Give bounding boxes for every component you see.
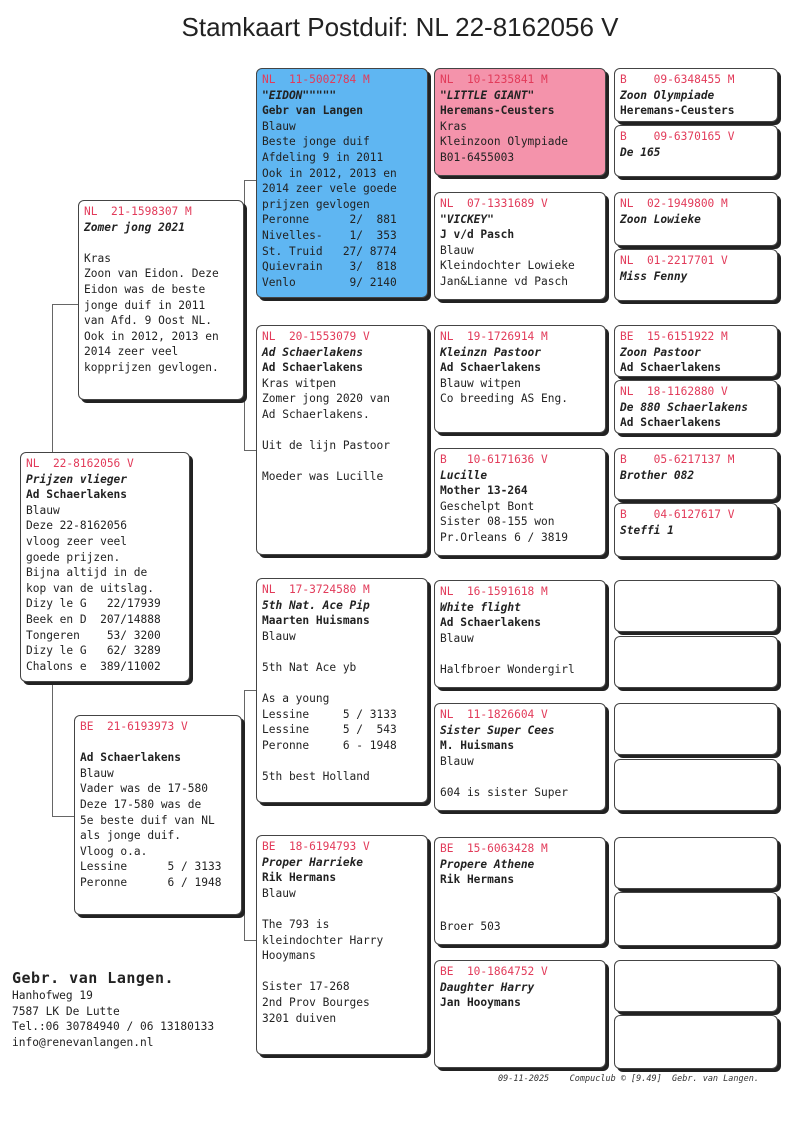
pigeon-name: Prijzen vlieger bbox=[26, 472, 128, 486]
pigeon-card-gen4-16[interactable] bbox=[614, 1015, 778, 1069]
connector-line bbox=[244, 940, 256, 941]
pigeon-detail: Kleinzoon Olympiade bbox=[440, 135, 568, 149]
breeder-name: Gebr van Langen bbox=[262, 104, 364, 118]
pigeon-detail: 5e beste duif van NL bbox=[80, 813, 215, 827]
pigeon-name: Kleinzn Pastoor bbox=[440, 345, 542, 359]
connector-line bbox=[244, 690, 245, 940]
ring-number: BE 15-6151922 M bbox=[620, 330, 728, 343]
connector-line bbox=[606, 345, 607, 407]
pigeon-card-gen4-5[interactable] bbox=[614, 325, 778, 377]
ring-number: NL 10-1235841 M bbox=[440, 73, 548, 86]
pigeon-name: White flight bbox=[440, 600, 521, 614]
pigeon-detail: Jan&Lianne vd Pasch bbox=[440, 274, 568, 288]
pigeon-detail: 5th best Holland bbox=[262, 770, 370, 784]
breeder-name: Mother 13-264 bbox=[440, 484, 528, 498]
pigeon-detail: Kleindochter Lowieke bbox=[440, 259, 575, 273]
pigeon-detail: Blauw bbox=[262, 119, 296, 133]
pigeon-detail: Chalons e 389/11002 bbox=[26, 659, 161, 673]
pigeon-card-gen4-11[interactable] bbox=[614, 703, 778, 755]
pigeon-name: "VICKEY" bbox=[440, 212, 494, 226]
ring-number: B 09-6348455 M bbox=[620, 73, 735, 86]
connector-line bbox=[428, 636, 429, 748]
pigeon-detail bbox=[440, 769, 600, 785]
pigeon-card-gen4-4[interactable] bbox=[614, 249, 778, 301]
pigeon-card-sire-dam-sire[interactable] bbox=[434, 325, 606, 433]
pigeon-name: De 165 bbox=[620, 145, 661, 159]
pigeon-detail bbox=[262, 454, 422, 470]
pigeon-detail: Lessine 5 / 3133 bbox=[262, 707, 397, 721]
pigeon-name: De 880 Schaerlakens bbox=[620, 400, 748, 414]
pigeon-card-gen4-13[interactable] bbox=[614, 837, 778, 889]
pigeon-detail: prijzen gevlogen bbox=[262, 197, 370, 211]
pigeon-detail: Co breeding AS Eng. bbox=[440, 392, 568, 406]
pigeon-name: Steffi 1 bbox=[620, 523, 674, 537]
pigeon-detail: Kras witpen bbox=[262, 376, 337, 390]
pigeon-name: "LITTLE GIANT" bbox=[440, 88, 535, 102]
ring-number: NL 02-1949800 M bbox=[620, 197, 728, 210]
pigeon-detail bbox=[440, 1011, 600, 1027]
pigeon-detail bbox=[262, 423, 422, 439]
pigeon-detail: Peronne 6 / 1948 bbox=[80, 875, 222, 889]
pigeon-detail: B01-6455003 bbox=[440, 150, 515, 164]
breeder-name: Ad Schaerlakens bbox=[26, 488, 128, 502]
pigeon-card-dam[interactable] bbox=[74, 715, 242, 915]
ring-number: NL 18-1162880 V bbox=[620, 385, 728, 398]
pigeon-card-sire-dam-dam[interactable] bbox=[434, 448, 606, 556]
pigeon-detail: Blauw bbox=[440, 754, 474, 768]
pigeon-detail: Dizy le G 62/ 3289 bbox=[26, 644, 161, 658]
ring-number: B 10-6171636 V bbox=[440, 453, 548, 466]
ring-number: NL 19-1726914 M bbox=[440, 330, 548, 343]
breeder-name: Ad Schaerlakens bbox=[440, 361, 542, 375]
pigeon-detail: Ook in 2012, 2013 en bbox=[262, 166, 397, 180]
pigeon-name: Zoon Pastoor bbox=[620, 345, 701, 359]
pigeon-card-gen4-15[interactable] bbox=[614, 960, 778, 1012]
pigeon-detail: Blauw bbox=[262, 629, 296, 643]
pigeon-detail: Blauw bbox=[440, 243, 474, 257]
pigeon-card-gen4-2[interactable] bbox=[614, 125, 778, 177]
connector-line bbox=[606, 605, 607, 667]
pigeon-card-dam-sire[interactable] bbox=[256, 578, 428, 803]
pigeon-detail: Ook in 2012, 2013 en bbox=[84, 329, 219, 343]
pigeon-detail: Broer 503 bbox=[440, 919, 501, 933]
breeder-name: M. Huismans bbox=[440, 739, 515, 753]
pigeon-detail: Deze 22-8162056 bbox=[26, 519, 128, 533]
footer-credit: 09-11-2025 Compuclub © [9.49] Gebr. van Langen. bbox=[498, 1074, 759, 1084]
pigeon-name: Zomer jong 2021 bbox=[84, 220, 186, 234]
pigeon-card-sire-sire[interactable] bbox=[256, 68, 428, 298]
pigeon-detail bbox=[262, 964, 422, 980]
connector-line bbox=[428, 122, 429, 242]
pigeon-detail bbox=[262, 754, 422, 770]
owner-city: 7587 LK De Lutte bbox=[12, 1004, 120, 1018]
owner-email[interactable]: info@renevanlangen.nl bbox=[12, 1035, 154, 1049]
pigeon-detail: Bijna altijd in de bbox=[26, 566, 148, 580]
breeder-name: Ad Schaerlakens bbox=[440, 616, 542, 630]
pigeon-detail bbox=[440, 903, 600, 919]
owner-phone: Tel.:06 30784940 / 06 13180133 bbox=[12, 1020, 215, 1034]
connector-line bbox=[428, 384, 429, 502]
pigeon-detail: Hooymans bbox=[262, 949, 316, 963]
pigeon-detail: Uit de lijn Pastoor bbox=[262, 439, 390, 453]
pigeon-card-gen4-9[interactable] bbox=[614, 580, 778, 632]
pigeon-detail bbox=[262, 644, 422, 660]
pigeon-detail bbox=[440, 1058, 600, 1068]
pigeon-detail: 604 is sister Super bbox=[440, 785, 568, 799]
pigeon-detail bbox=[440, 1042, 600, 1058]
pigeon-detail: goede prijzen. bbox=[26, 550, 121, 564]
pigeon-detail: Deze 17-580 was de bbox=[80, 797, 202, 811]
pigeon-name: 5th Nat. Ace Pip bbox=[262, 598, 370, 612]
ring-number: NL 20-1553079 V bbox=[262, 330, 370, 343]
pigeon-detail: Blauw bbox=[80, 766, 114, 780]
connector-line bbox=[52, 682, 53, 816]
pigeon-name: Lucille bbox=[440, 468, 488, 482]
owner-info bbox=[12, 968, 214, 1050]
breeder-name: Ad Schaerlakens bbox=[620, 416, 722, 430]
connector-line bbox=[244, 180, 256, 181]
pigeon-card-sire-dam[interactable] bbox=[256, 325, 428, 555]
pigeon-card-dam-sire-sire[interactable] bbox=[434, 580, 606, 688]
pigeon-card-dam-dam-dam[interactable] bbox=[434, 960, 606, 1068]
pigeon-detail: Geschelpt Bont bbox=[440, 499, 535, 513]
ring-number: B 04-6127617 V bbox=[620, 508, 735, 521]
pigeon-detail: jonge duif in 2011 bbox=[84, 298, 206, 312]
pigeon-name: Propere Athene bbox=[440, 857, 535, 871]
ring-number: NL 07-1331689 V bbox=[440, 197, 548, 210]
pigeon-detail: Ad Schaerlakens. bbox=[262, 407, 370, 421]
pigeon-detail: Halfbroer Wondergirl bbox=[440, 662, 575, 676]
pigeon-detail: Lessine 5 / 3133 bbox=[80, 860, 222, 874]
pigeon-card-dam-dam-sire[interactable] bbox=[434, 837, 606, 945]
connector-line bbox=[606, 92, 607, 152]
pigeon-detail: Vader was de 17-580 bbox=[80, 782, 208, 796]
breeder-name: Rik Hermans bbox=[262, 871, 337, 885]
ring-number: BE 15-6063428 M bbox=[440, 842, 548, 855]
pigeon-card-gen4-10[interactable] bbox=[614, 636, 778, 688]
pigeon-name: Ad Schaerlakens bbox=[262, 345, 364, 359]
pigeon-detail: Nivelles- 1/ 353 bbox=[262, 228, 397, 242]
connector-line bbox=[52, 304, 80, 305]
pigeon-name: Zoon Lowieke bbox=[620, 212, 701, 226]
breeder-name: J v/d Pasch bbox=[440, 228, 515, 242]
connector-line bbox=[606, 855, 607, 917]
pigeon-detail: As a young bbox=[262, 692, 330, 706]
breeder-name: Ad Schaerlakens bbox=[620, 361, 722, 375]
pigeon-card-sire-sire-sire[interactable] bbox=[434, 68, 606, 176]
pigeon-detail: Blauw witpen bbox=[440, 376, 521, 390]
ring-number: NL 01-2217701 V bbox=[620, 254, 728, 267]
pigeon-detail: 2014 zeer vele goede bbox=[262, 182, 397, 196]
pigeon-detail: Blauw bbox=[440, 631, 474, 645]
pigeon-detail: Dizy le G 22/17939 bbox=[26, 597, 161, 611]
pigeon-detail: Beste jonge duif bbox=[262, 135, 370, 149]
breeder-name: Ad Schaerlakens bbox=[80, 751, 182, 765]
pigeon-detail: Moeder was Lucille bbox=[262, 470, 384, 484]
pigeon-card-gen4-14[interactable] bbox=[614, 892, 778, 946]
pigeon-detail: The 793 is bbox=[262, 917, 330, 931]
pigeon-detail: van Afd. 9 Oost NL. bbox=[84, 314, 212, 328]
pigeon-detail: Venlo 9/ 2140 bbox=[262, 275, 397, 289]
owner-address: Hanhofweg 19 bbox=[12, 989, 93, 1002]
pigeon-detail: Peronne 6 - 1948 bbox=[262, 738, 397, 752]
pigeon-name: Sister Super Cees bbox=[440, 723, 555, 737]
pigeon-card-gen4-3[interactable] bbox=[614, 192, 778, 246]
breeder-name bbox=[84, 235, 238, 251]
ring-number: BE 18-6194793 V bbox=[262, 840, 370, 853]
pigeon-card-gen4-7[interactable] bbox=[614, 448, 778, 500]
pigeon-detail: Lessine 5 / 543 bbox=[262, 723, 397, 737]
ring-number: NL 21-1598307 M bbox=[84, 205, 192, 218]
pigeon-name: Zoon Olympiade bbox=[620, 88, 715, 102]
pigeon-detail bbox=[440, 1026, 600, 1042]
pigeon-detail: Blauw bbox=[262, 886, 296, 900]
pigeon-card-sire[interactable] bbox=[78, 200, 244, 400]
pigeon-detail: 5th Nat Ace yb bbox=[262, 660, 357, 674]
pigeon-name: Proper Harrieke bbox=[262, 855, 364, 869]
connector-line bbox=[244, 180, 245, 450]
ring-number: BE 10-1864752 V bbox=[440, 965, 548, 978]
connector-line bbox=[52, 816, 76, 817]
pigeon-detail: Sister 17-268 bbox=[262, 980, 350, 994]
breeder-name: Jan Hooymans bbox=[440, 996, 521, 1010]
pigeon-name: Miss Fenny bbox=[620, 269, 688, 283]
pigeon-detail: als jonge duif. bbox=[80, 829, 182, 843]
ring-number: NL 17-3724580 M bbox=[262, 583, 370, 596]
pigeon-detail: Kras bbox=[84, 251, 111, 265]
pigeon-detail: Zomer jong 2020 van bbox=[262, 392, 390, 406]
pigeon-detail: Peronne 2/ 881 bbox=[262, 213, 397, 227]
pigeon-name: Brother 082 bbox=[620, 468, 695, 482]
pigeon-detail: 3201 duiven bbox=[262, 1011, 337, 1025]
pigeon-detail: Zoon van Eidon. Deze bbox=[84, 267, 219, 281]
pigeon-name: "EIDON""""" bbox=[262, 88, 337, 102]
ring-number: NL 22-8162056 V bbox=[26, 457, 134, 470]
pigeon-detail bbox=[262, 901, 422, 917]
page-title: Stamkaart Postduif: NL 22-8162056 V bbox=[181, 12, 619, 42]
connector-line bbox=[606, 470, 607, 534]
breeder-name: Maarten Huismans bbox=[262, 614, 370, 628]
ring-number: NL 16-1591618 M bbox=[440, 585, 548, 598]
pigeon-detail: St. Truid 27/ 8774 bbox=[262, 244, 397, 258]
pigeon-card-sire-sire-dam[interactable] bbox=[434, 192, 606, 300]
pigeon-detail: kopprijzen gevlogen. bbox=[84, 360, 219, 374]
owner-name: Gebr. van Langen. bbox=[12, 969, 175, 987]
pigeon-detail: Eidon was de beste bbox=[84, 282, 206, 296]
pigeon-detail: kleindochter Harry bbox=[262, 933, 384, 947]
pigeon-detail: Pr.Orleans 6 / 3819 bbox=[440, 530, 568, 544]
pigeon-card-gen4-6[interactable] bbox=[614, 380, 778, 434]
connector-line bbox=[428, 884, 429, 1010]
ring-number: NL 11-5002784 M bbox=[262, 73, 370, 86]
pigeon-detail: Beek en D 207/14888 bbox=[26, 612, 161, 626]
connector-line bbox=[52, 304, 53, 454]
pigeon-detail: Kras bbox=[440, 119, 467, 133]
pigeon-detail: vloog zeer veel bbox=[26, 534, 128, 548]
ring-number: BE 21-6193973 V bbox=[80, 720, 188, 733]
breeder-name: Ad Schaerlakens bbox=[262, 361, 364, 375]
connector-line bbox=[606, 730, 607, 792]
pigeon-card-gen4-8[interactable] bbox=[614, 503, 778, 557]
pigeon-detail bbox=[440, 646, 600, 662]
ring-number: NL 11-1826604 V bbox=[440, 708, 548, 721]
pigeon-card-dam-dam[interactable] bbox=[256, 835, 428, 1055]
pigeon-detail bbox=[262, 676, 422, 692]
ring-number: B 05-6217137 M bbox=[620, 453, 735, 466]
breeder-name: Rik Hermans bbox=[440, 873, 515, 887]
breeder-name: Heremans-Ceusters bbox=[620, 104, 735, 118]
connector-line bbox=[244, 450, 256, 451]
pigeon-name bbox=[80, 735, 236, 751]
pigeon-detail: 2014 zeer veel bbox=[84, 345, 179, 359]
ring-number: B 09-6370165 V bbox=[620, 130, 735, 143]
pigeon-detail: Sister 08-155 won bbox=[440, 515, 555, 529]
pigeon-card-subject[interactable] bbox=[20, 452, 190, 682]
connector-line bbox=[606, 980, 607, 1042]
pigeon-detail: Blauw bbox=[26, 503, 60, 517]
pigeon-detail: Afdeling 9 in 2011 bbox=[262, 150, 384, 164]
connector-line bbox=[244, 690, 256, 691]
pigeon-card-dam-sire-dam[interactable] bbox=[434, 703, 606, 811]
pigeon-name: Daughter Harry bbox=[440, 980, 535, 994]
pigeon-detail: Quievrain 3/ 818 bbox=[262, 260, 397, 274]
pigeon-detail: Tongeren 53/ 3200 bbox=[26, 628, 161, 642]
pigeon-card-gen4-1[interactable] bbox=[614, 68, 778, 122]
pigeon-detail: kop van de uitslag. bbox=[26, 581, 154, 595]
pigeon-detail: 2nd Prov Bourges bbox=[262, 995, 370, 1009]
pigeon-detail bbox=[440, 888, 600, 904]
connector-line bbox=[606, 215, 607, 275]
pigeon-card-gen4-12[interactable] bbox=[614, 759, 778, 811]
breeder-name: Heremans-Ceusters bbox=[440, 104, 555, 118]
pigeon-detail: Vloog o.a. bbox=[80, 844, 148, 858]
